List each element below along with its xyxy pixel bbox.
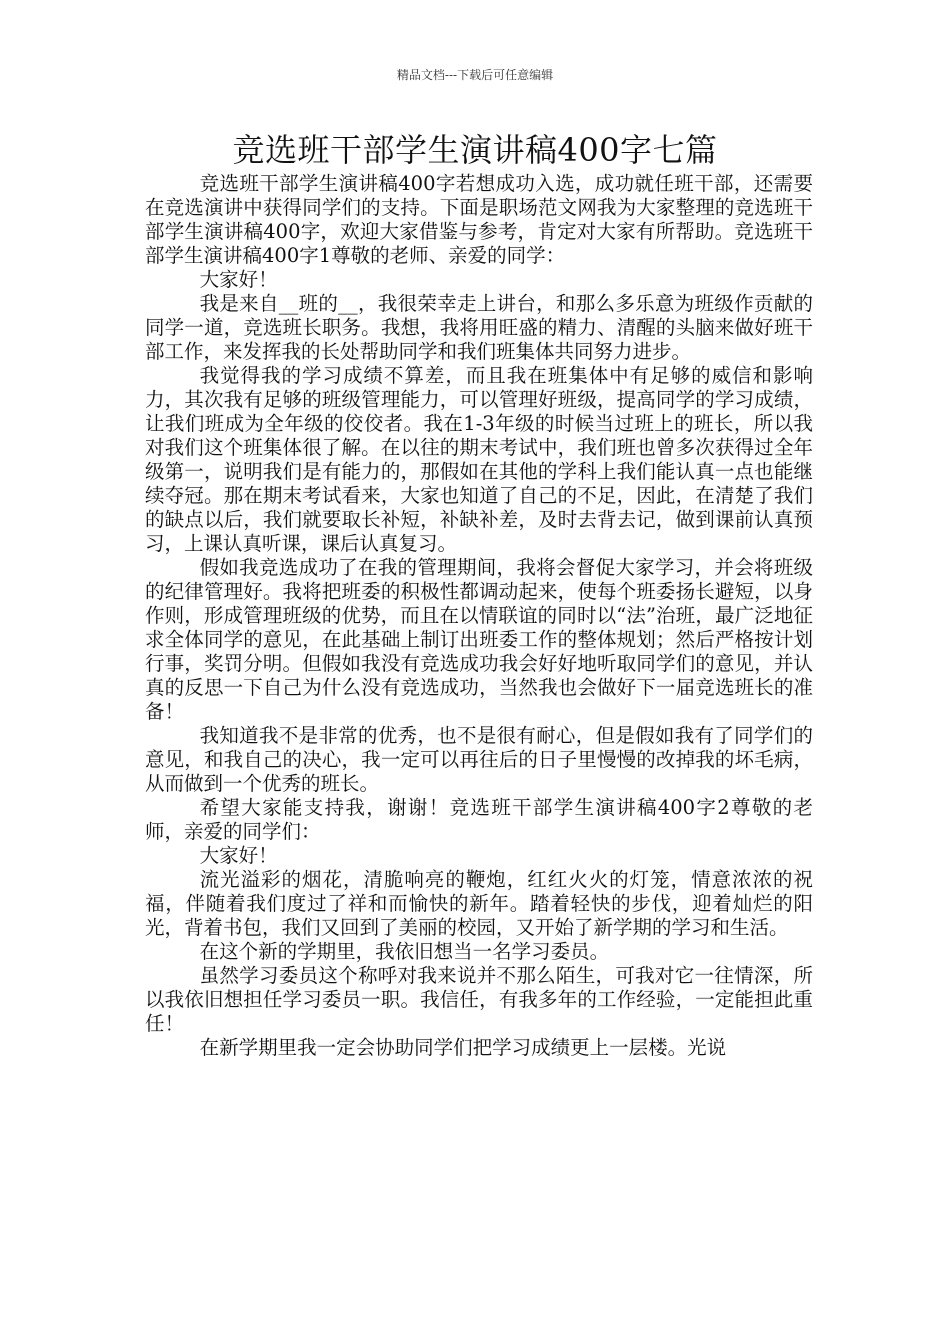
paragraph: 我知道我不是非常的优秀，也不是很有耐心，但是假如我有了同学们的意见，和我自己的决心，我一定可以再往后的日子里慢慢的改掉我的坏毛病，从而做到一个优秀的班长。 <box>145 724 813 795</box>
paragraph: 大家好！ <box>199 844 278 867</box>
paragraph: 流光溢彩的烟花，清脆响亮的鞭炮，红红火火的灯笼，情意浓浓的祝福，伴随着我们度过了祥和而愉快的新年。踏着轻快的步伐，迎着灿烂的阳光，背着书包，我们又回到了美丽的校园，又开始了新学期的学习和生活。 <box>145 868 813 939</box>
paragraph: 竞选班干部学生演讲稿400字若想成功入选，成功就任班干部，还需要在竞选演讲中获得同学们的支持。下面是职场范文网我为大家整理的竞选班干部学生演讲稿400字，欢迎大家借鉴与参考，肯定对大家有所帮助。竞选班干部学生演讲稿400字1尊敬的老师、亲爱的同学： <box>145 172 813 267</box>
paragraph: 在这个新的学期里，我依旧想当一名学习委员。 <box>199 940 610 963</box>
paragraph: 虽然学习委员这个称呼对我来说并不那么陌生，可我对它一往情深，所以我依旧想担任学习委员一职。我信任，有我多年的工作经验，一定能担此重任！ <box>145 964 813 1035</box>
paragraph: 希望大家能支持我，谢谢！竞选班干部学生演讲稿400字2尊敬的老师，亲爱的同学们： <box>145 796 813 843</box>
paragraph: 我觉得我的学习成绩不算差，而且我在班集体中有足够的威信和影响力，其次我有足够的班级管理能力，可以管理好班级，提高同学的学习成绩，让我们班成为全年级的佼佼者。我在1-3年级的时候当过班上的班长，所以我对我们这个班集体很了解。在以往的期末考试中，我们班也曾多次获得过全年级第一，说明我们是有能力的，那假如在其他的学科上我们能认真一点也能继续夺冠。那在期末考试看来，大家也知道了自己的不足，因此，在清楚了我们的缺点以后，我们就要取长补短，补缺补差，及时去背去记，做到课前认真预习，上课认真听课，课后认真复习。 <box>145 364 813 555</box>
header-note: 精品文档---下载后可任意编辑 <box>396 68 554 82</box>
paragraph: 我是来自__班的__，我很荣幸走上讲台，和那么多乐意为班级作贡献的同学一道，竞选班长职务。我想，我将用旺盛的精力、清醒的头脑来做好班干部工作，来发挥我的长处帮助同学和我们班集体共同努力进步。 <box>145 292 813 363</box>
paragraph: 大家好！ <box>199 268 278 291</box>
document-body <box>145 172 813 1060</box>
document-title: 竞选班干部学生演讲稿400字七篇 <box>232 131 718 169</box>
paragraph: 在新学期里我一定会协助同学们把学习成绩更上一层楼。光说 <box>199 1036 727 1059</box>
paragraph: 假如我竞选成功了在我的管理期间，我将会督促大家学习，并会将班级的纪律管理好。我将把班委的积极性都调动起来，使每个班委扬长避短，以身作则，形成管理班级的优势，而且在以情联谊的同时以“法”治班，最广泛地征求全体同学的意见，在此基础上制订出班委工作的整体规划；然后严格按计划行事，奖罚分明。但假如我没有竞选成功我会好好地听取同学们的意见，并认真的反思一下自己为什么没有竞选成功，当然我也会做好下一届竞选班长的准备！ <box>145 556 813 723</box>
